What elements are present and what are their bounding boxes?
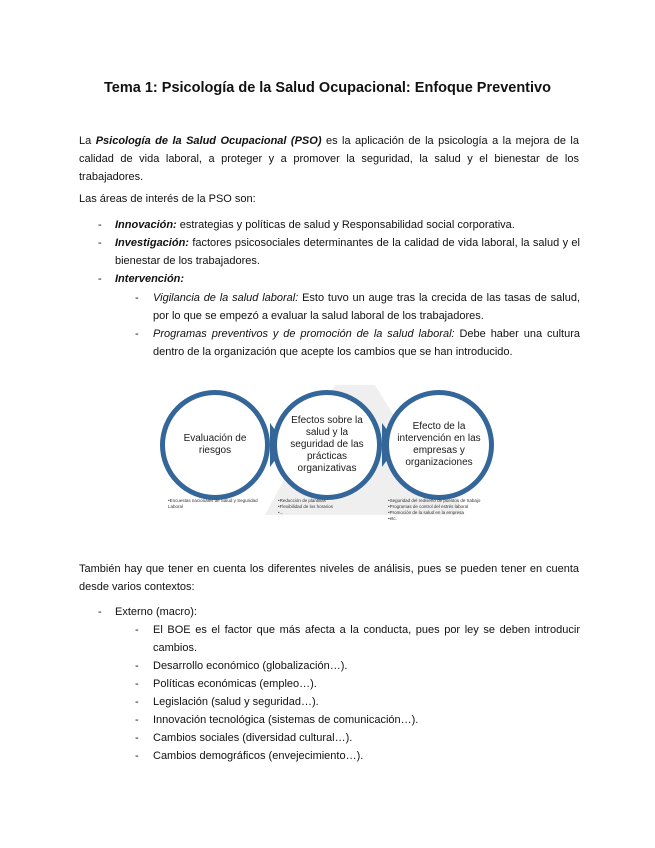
- bullet-dash: -: [98, 606, 102, 618]
- diagram-circle-efectos: Efectos sobre la salud y la seguridad de las prácticas organizativas: [272, 390, 382, 500]
- term-innovacion: Innovación:: [115, 219, 177, 231]
- diagram-note-3: •Seguridad del rediseño de puestos de trabajo •Programas de control del estrés laboral •Promoción de la salud en la empresa •etc.: [388, 498, 481, 521]
- list-item-investigacion: [115, 234, 580, 270]
- process-diagram: [150, 380, 510, 530]
- term-investigacion: Investigación:: [115, 237, 189, 249]
- text-vigilancia: Esto tuvo un auge tras la crecida de las tasas de salud, por lo que se empezó a evaluar la salud laboral de los trabajadores.: [153, 292, 580, 322]
- diagram-note-1: •Encuestas nacionales de Salud y Seguridad Laboral: [168, 498, 258, 509]
- factor-demograficos: Cambios demográficos (envejecimiento…).: [153, 750, 364, 762]
- diagram-note-2: •Reducción de plantillas •Flexibilidad de los horarios •...: [278, 498, 333, 515]
- bullet-dash: -: [135, 750, 139, 762]
- term-programas: Programas preventivos y de promoción de la salud laboral:: [153, 328, 455, 340]
- bullet-dash: -: [98, 219, 102, 231]
- factor-politicas: Políticas económicas (empleo…).: [153, 678, 317, 690]
- diagram-circle-evaluacion: Evaluación de riesgos: [160, 390, 270, 500]
- areas-intro: Las áreas de interés de la PSO son:: [79, 193, 256, 205]
- intro-term: Psicología de la Salud Ocupacional (PSO): [95, 135, 322, 147]
- bullet-dash: -: [135, 328, 139, 340]
- list-item-intervencion: [115, 270, 580, 288]
- bullet-dash: -: [135, 714, 139, 726]
- bullet-dash: -: [135, 292, 139, 304]
- intro-after: es la aplicación de la psicología a la mejora de la calidad de vida laboral, a proteger y a promover la seguridad, la salud y el bienestar de los trabajadores.: [79, 135, 579, 183]
- list-item-innovacion: [115, 216, 580, 234]
- bullet-dash: -: [98, 237, 102, 249]
- page-title: Tema 1: Psicología de la Salud Ocupacional: Enfoque Preventivo: [104, 80, 551, 96]
- factor-desarrollo: Desarrollo económico (globalización…).: [153, 660, 348, 672]
- intro-paragraph: [79, 132, 579, 186]
- list-item-externo: Externo (macro):: [115, 606, 197, 618]
- list-item-vigilancia: [153, 289, 580, 325]
- text-programas: Debe haber una cultura dentro de la organización que acepte los cambios que se han introducido.: [153, 328, 581, 358]
- factor-sociales: Cambios sociales (diversidad cultural…).: [153, 732, 353, 744]
- term-intervencion: Intervención:: [115, 273, 185, 285]
- bullet-dash: -: [135, 624, 139, 636]
- niveles-paragraph: También hay que tener en cuenta los diferentes niveles de análisis, pues se pueden tener en cuenta desde varios contextos:: [79, 563, 579, 593]
- text-investigacion: factores psicosociales determinantes de la calidad de vida laboral, la salud y el bienestar de los trabajadores.: [115, 237, 580, 267]
- bullet-dash: -: [135, 678, 139, 690]
- bullet-dash: -: [135, 660, 139, 672]
- factor-legislacion: Legislación (salud y seguridad…).: [153, 696, 319, 708]
- intro-before: La: [79, 135, 96, 147]
- text-innovacion: estrategias y políticas de salud y Responsabilidad social corporativa.: [176, 219, 515, 231]
- list-item-programas: [153, 325, 580, 361]
- bullet-dash: -: [135, 696, 139, 708]
- bullet-dash: -: [98, 273, 102, 285]
- factor-boe: El BOE es el factor que más afecta a la conducta, pues por ley se deben introducir cambios.: [153, 624, 580, 654]
- factor-innovacion: Innovación tecnológica (sistemas de comunicación…).: [153, 714, 419, 726]
- bullet-dash: -: [135, 732, 139, 744]
- term-vigilancia: Vigilancia de la salud laboral:: [153, 292, 299, 304]
- diagram-circle-intervencion: Efecto de la intervención en las empresas y organizaciones: [384, 390, 494, 500]
